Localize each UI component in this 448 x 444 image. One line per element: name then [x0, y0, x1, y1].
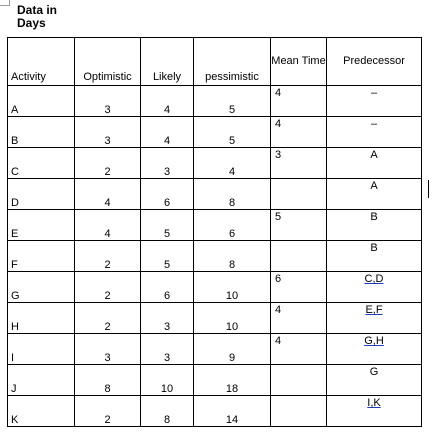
- mean-time-cell: [271, 86, 327, 117]
- mean-time-cell-text: 4: [275, 118, 282, 130]
- mean-time-cell: [271, 303, 327, 334]
- pessimistic-cell: [194, 148, 271, 179]
- predecessor-cell: [327, 148, 422, 179]
- pessimistic-cell-text: 14: [225, 414, 239, 426]
- optimistic-cell-text: 4: [104, 228, 111, 240]
- optimistic-cell: [75, 241, 141, 272]
- likely-cell: [141, 117, 194, 148]
- likely-cell: [141, 396, 194, 427]
- activity-cell-text: A: [11, 104, 19, 116]
- mean-time-cell-text: 4: [275, 335, 282, 347]
- predecessor-cell-text: I,K: [367, 397, 381, 409]
- likely-cell: [141, 179, 194, 210]
- pessimistic-cell-text: 9: [228, 352, 236, 364]
- mean-time-cell-text: 4: [275, 304, 282, 316]
- mean-time-cell: [271, 241, 327, 272]
- pessimistic-cell: [194, 396, 271, 427]
- pessimistic-cell: [194, 86, 271, 117]
- likely-cell: [141, 334, 194, 365]
- pessimistic-cell-text: 5: [228, 104, 236, 116]
- predecessor-cell: [327, 396, 422, 427]
- mean-time-cell: [271, 179, 327, 210]
- activity-cell: [8, 303, 75, 334]
- header-likely: Likely: [141, 38, 194, 86]
- activity-cell: [8, 272, 75, 303]
- likely-cell-text: 3: [163, 166, 171, 178]
- pessimistic-cell: [194, 117, 271, 148]
- likely-cell: [141, 86, 194, 117]
- pessimistic-cell: [194, 334, 271, 365]
- optimistic-cell: [75, 179, 141, 210]
- activity-cell-text: C: [11, 166, 19, 178]
- likely-cell-text: 6: [163, 290, 171, 302]
- pessimistic-cell: [194, 241, 271, 272]
- optimistic-cell: [75, 396, 141, 427]
- mean-time-cell: [271, 148, 327, 179]
- predecessor-cell: [327, 303, 422, 334]
- activity-cell-text: F: [11, 259, 18, 271]
- predecessor-cell-text: C,D: [364, 273, 384, 285]
- mean-time-cell-text: 3: [275, 149, 282, 161]
- predecessor-cell-text: G,H: [364, 335, 384, 347]
- activity-cell-text: D: [11, 197, 19, 209]
- pessimistic-cell: [194, 179, 271, 210]
- predecessor-cell-text: –: [370, 118, 378, 130]
- likely-cell: [141, 241, 194, 272]
- predecessor-cell: [327, 272, 422, 303]
- mean-time-cell: [271, 210, 327, 241]
- activity-cell-text: E: [11, 228, 19, 240]
- pessimistic-cell: [194, 303, 271, 334]
- optimistic-cell: [75, 272, 141, 303]
- activity-cell: [8, 241, 75, 272]
- activity-cell: [8, 148, 75, 179]
- mean-time-cell-text: 5: [275, 211, 282, 223]
- predecessor-cell-text: B: [370, 242, 378, 254]
- table-row: [8, 272, 422, 303]
- predecessor-cell-text: B: [370, 211, 378, 223]
- optimistic-cell: [75, 303, 141, 334]
- optimistic-cell: [75, 86, 141, 117]
- activity-cell: [8, 117, 75, 148]
- text-cursor: [428, 180, 429, 198]
- activity-cell: [8, 365, 75, 396]
- optimistic-cell-text: 2: [104, 321, 111, 333]
- predecessor-cell-text: G: [369, 366, 379, 378]
- header-activity: Activity: [8, 38, 75, 86]
- activity-cell: [8, 210, 75, 241]
- optimistic-cell-text: 2: [104, 259, 111, 271]
- likely-cell: [141, 365, 194, 396]
- activity-cell-text: B: [11, 135, 19, 147]
- optimistic-cell: [75, 148, 141, 179]
- optimistic-cell-text: 8: [104, 383, 111, 395]
- table-row: [8, 179, 422, 210]
- pessimistic-cell: [194, 272, 271, 303]
- likely-cell-text: 5: [163, 228, 171, 240]
- mean-time-cell-text: 4: [275, 87, 282, 99]
- activity-cell: [8, 396, 75, 427]
- predecessor-cell: [327, 334, 422, 365]
- activity-cell-text: G: [11, 290, 20, 302]
- table-row: [8, 86, 422, 117]
- likely-cell-text: 4: [163, 135, 171, 147]
- optimistic-cell-text: 2: [104, 290, 111, 302]
- likely-cell-text: 5: [163, 259, 171, 271]
- activity-cell: [8, 334, 75, 365]
- pessimistic-cell-text: 6: [228, 228, 236, 240]
- optimistic-cell-text: 3: [104, 104, 111, 116]
- mean-time-cell: [271, 334, 327, 365]
- activity-cell-text: H: [11, 321, 19, 333]
- likely-cell-text: 6: [163, 197, 171, 209]
- activity-cell-text: I: [11, 352, 15, 364]
- pessimistic-cell-text: 8: [228, 197, 236, 209]
- likely-cell-text: 3: [163, 321, 171, 333]
- table-row: [8, 303, 422, 334]
- likely-cell: [141, 303, 194, 334]
- activity-cell-text: K: [11, 414, 19, 426]
- table-row: [8, 396, 422, 427]
- likely-cell: [141, 272, 194, 303]
- likely-cell-text: 10: [160, 383, 174, 395]
- table-row: [8, 365, 422, 396]
- optimistic-cell: [75, 334, 141, 365]
- pessimistic-cell-text: 10: [225, 290, 239, 302]
- optimistic-cell-text: 4: [104, 197, 111, 209]
- likely-cell-text: 3: [163, 352, 171, 364]
- predecessor-cell: [327, 86, 422, 117]
- pert-activity-table: [7, 37, 422, 427]
- predecessor-cell: [327, 117, 422, 148]
- pessimistic-cell-text: 10: [225, 321, 239, 333]
- page-corner-mark: [0, 0, 10, 6]
- predecessor-cell-text: A: [370, 149, 378, 161]
- optimistic-cell: [75, 365, 141, 396]
- header-mean-time: Mean Time: [271, 38, 327, 86]
- table-row: [8, 117, 422, 148]
- likely-cell-text: 4: [163, 104, 171, 116]
- mean-time-cell: [271, 117, 327, 148]
- mean-time-cell: [271, 272, 327, 303]
- table-row: [8, 334, 422, 365]
- likely-cell-text: 8: [163, 414, 171, 426]
- pessimistic-cell-text: 4: [228, 166, 236, 178]
- predecessor-cell: [327, 179, 422, 210]
- pessimistic-cell-text: 8: [228, 259, 236, 271]
- table-row: [8, 210, 422, 241]
- table-title: Data in Days: [17, 3, 58, 30]
- mean-time-cell: [271, 365, 327, 396]
- table-row: [8, 148, 422, 179]
- header-row: [8, 38, 422, 86]
- activity-cell-text: J: [11, 383, 17, 395]
- activity-cell: [8, 179, 75, 210]
- likely-cell: [141, 148, 194, 179]
- optimistic-cell: [75, 117, 141, 148]
- activity-cell: [8, 86, 75, 117]
- optimistic-cell-text: 2: [104, 414, 111, 426]
- header-predecessor: Predecessor: [327, 38, 422, 86]
- mean-time-cell-text: 6: [275, 273, 282, 285]
- likely-cell: [141, 210, 194, 241]
- pessimistic-cell: [194, 210, 271, 241]
- predecessor-cell: [327, 365, 422, 396]
- pessimistic-cell-text: 5: [228, 135, 236, 147]
- predecessor-cell-text: –: [370, 87, 378, 99]
- optimistic-cell: [75, 210, 141, 241]
- optimistic-cell-text: 2: [104, 166, 111, 178]
- predecessor-cell: [327, 241, 422, 272]
- optimistic-cell-text: 3: [104, 352, 111, 364]
- table-row: [8, 241, 422, 272]
- pessimistic-cell: [194, 365, 271, 396]
- optimistic-cell-text: 3: [104, 135, 111, 147]
- header-pessimistic: pessimistic: [194, 38, 271, 86]
- pessimistic-cell-text: 18: [225, 383, 239, 395]
- predecessor-cell-text: E,F: [365, 304, 383, 316]
- mean-time-cell: [271, 396, 327, 427]
- predecessor-cell: [327, 210, 422, 241]
- predecessor-cell-text: A: [370, 180, 378, 192]
- header-optimistic: Optimistic: [75, 38, 141, 86]
